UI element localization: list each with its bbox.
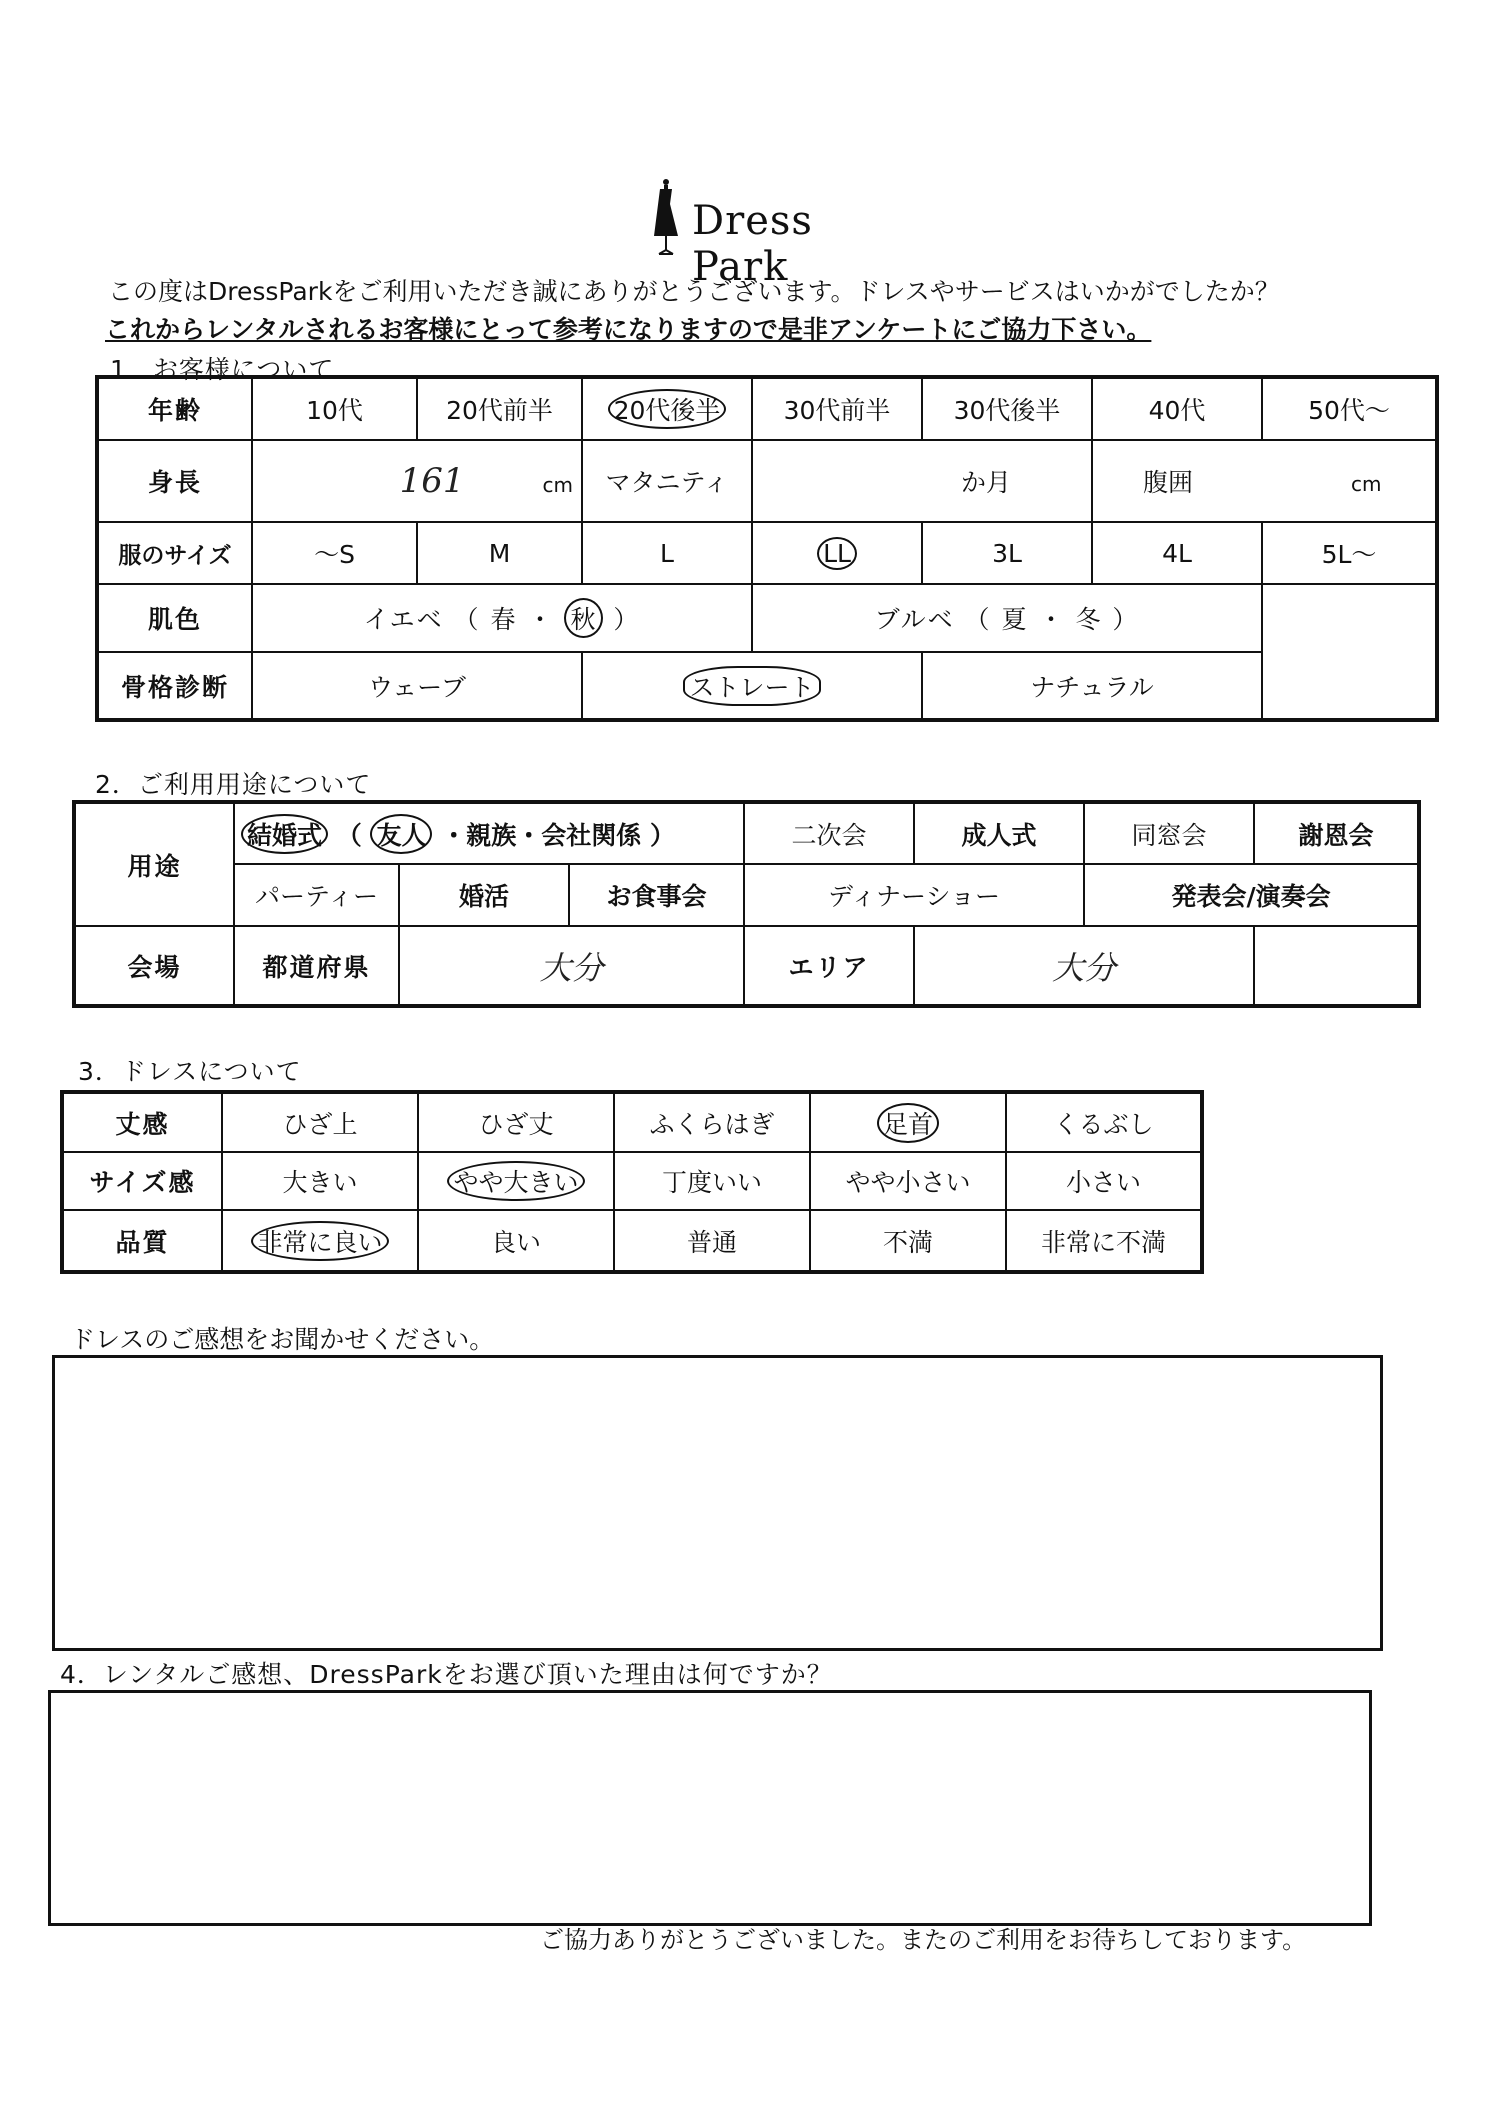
length-option-selected[interactable]: [810, 1092, 1006, 1152]
usage-option[interactable]: ディナーショー: [744, 864, 1084, 926]
blue-base-label: ブルベ: [874, 605, 955, 634]
age-option[interactable]: 20代前半: [417, 377, 582, 440]
waist-unit: cm: [1350, 472, 1382, 496]
quality-option[interactable]: 普通: [614, 1210, 810, 1272]
age-option[interactable]: 30代前半: [752, 377, 922, 440]
wedding-others[interactable]: ・親族・会社関係: [441, 820, 642, 850]
fit-option[interactable]: 小さい: [1006, 1152, 1202, 1210]
months-unit: か月: [960, 468, 1011, 497]
waist-field[interactable]: [1092, 440, 1437, 522]
rental-comment-box[interactable]: [48, 1690, 1372, 1926]
dress-table: [60, 1090, 1204, 1274]
empty-cell: [1262, 584, 1437, 652]
season-winter[interactable]: 冬: [1075, 605, 1103, 634]
empty-cell: [1262, 652, 1437, 720]
area-label: エリア: [744, 926, 914, 1006]
usage-option[interactable]: 成人式: [914, 802, 1084, 864]
length-option[interactable]: ひざ上: [222, 1092, 418, 1152]
dress-comment-box[interactable]: [52, 1355, 1383, 1651]
age-option[interactable]: 40代: [1092, 377, 1262, 440]
skin-blue-base[interactable]: [752, 584, 1262, 652]
usage-option[interactable]: パーティー: [234, 864, 399, 926]
skeleton-option[interactable]: ウェーブ: [252, 652, 582, 720]
season-spring[interactable]: 春: [490, 605, 518, 634]
quality-label: 品質: [62, 1210, 222, 1272]
selection-circle: LL: [817, 537, 857, 570]
usage-option[interactable]: 婚活: [399, 864, 569, 926]
intro-line-1: この度はDressParkをご利用いただき誠にありがとうございます。ドレスやサービスはいかがでしたか？: [108, 277, 1280, 306]
quality-option-selected[interactable]: [222, 1210, 418, 1272]
maternity-months-field[interactable]: [752, 440, 1092, 522]
size-option[interactable]: 4L: [1092, 522, 1262, 584]
size-option[interactable]: 3L: [922, 522, 1092, 584]
age-label: 年齢: [97, 377, 252, 440]
area-field[interactable]: [914, 926, 1254, 1006]
customer-table: [95, 375, 1439, 722]
season-summer[interactable]: 夏: [1001, 605, 1029, 634]
venue-label: 会場: [74, 926, 234, 1006]
prefecture-value: 大分: [539, 948, 604, 987]
fit-option[interactable]: 大きい: [222, 1152, 418, 1210]
paren-open: （: [964, 605, 992, 634]
dress-comment-prompt: ドレスのご感想をお聞かせください。: [70, 1325, 495, 1354]
size-label: 服のサイズ: [97, 522, 252, 584]
paren-close: ）: [1112, 605, 1140, 634]
size-option-selected[interactable]: [752, 522, 922, 584]
dress-icon: [650, 178, 682, 258]
usage-option[interactable]: 同窓会: [1084, 802, 1254, 864]
usage-option[interactable]: お食事会: [569, 864, 744, 926]
length-option[interactable]: ひざ丈: [418, 1092, 614, 1152]
height-field[interactable]: [252, 440, 582, 522]
section-1-title: 1．お客様について: [110, 355, 335, 384]
prefecture-label: 都道府県: [234, 926, 399, 1006]
usage-wedding[interactable]: [234, 802, 744, 864]
length-label: 丈感: [62, 1092, 222, 1152]
skin-label: 肌色: [97, 584, 252, 652]
height-value: 161: [399, 461, 465, 501]
age-option[interactable]: 50代～: [1262, 377, 1437, 440]
waist-label: 腹囲: [1143, 468, 1194, 497]
area-value: 大分: [1052, 948, 1117, 987]
paren-open: （: [336, 820, 362, 850]
season-autumn-selected[interactable]: 秋: [564, 598, 603, 638]
maternity-label: マタニティ: [582, 440, 752, 522]
size-option[interactable]: 5L～: [1262, 522, 1437, 584]
wedding-selected[interactable]: 結婚式: [241, 814, 328, 854]
age-option[interactable]: 10代: [252, 377, 417, 440]
age-option[interactable]: 30代後半: [922, 377, 1092, 440]
length-option[interactable]: ふくらはぎ: [614, 1092, 810, 1152]
section-2-title: 2．ご利用用途について: [95, 770, 372, 799]
paren-close: ）: [649, 820, 675, 850]
size-option[interactable]: ～S: [252, 522, 417, 584]
skeleton-option-selected[interactable]: [582, 652, 922, 720]
usage-table: [72, 800, 1421, 1008]
fit-label: サイズ感: [62, 1152, 222, 1210]
selection-circle: ストレート: [683, 666, 820, 706]
skeleton-option[interactable]: ナチュラル: [922, 652, 1262, 720]
usage-option[interactable]: 発表会/演奏会: [1084, 864, 1419, 926]
empty-cell: [1254, 926, 1419, 1006]
quality-option[interactable]: 不満: [810, 1210, 1006, 1272]
paren-close: ）: [613, 605, 641, 634]
selection-circle: 非常に良い: [251, 1221, 388, 1261]
age-option-selected[interactable]: [582, 377, 752, 440]
height-label: 身長: [97, 440, 252, 522]
separator-dot: ・: [1038, 605, 1066, 634]
friend-selected[interactable]: 友人: [370, 814, 432, 854]
selection-circle: 足首: [877, 1103, 939, 1143]
selection-circle: 20代後半: [608, 389, 727, 429]
yellow-base-label: イエベ: [363, 605, 444, 634]
prefecture-field[interactable]: [399, 926, 744, 1006]
intro-line-2: これからレンタルされるお客様にとって参考になりますので是非アンケートにご協力下さい。: [105, 315, 1152, 344]
usage-option[interactable]: 二次会: [744, 802, 914, 864]
quality-option[interactable]: 良い: [418, 1210, 614, 1272]
usage-option[interactable]: 謝恩会: [1254, 802, 1419, 864]
skin-yellow-base[interactable]: [252, 584, 752, 652]
paren-open: （: [453, 605, 481, 634]
section-4-title: 4．レンタルご感想、DressParkをお選び頂いた理由は何ですか？: [60, 1660, 833, 1689]
selection-circle: やや大きい: [447, 1161, 584, 1201]
height-unit: cm: [542, 473, 573, 497]
skeleton-label: 骨格診断: [97, 652, 252, 720]
size-option[interactable]: M: [417, 522, 582, 584]
separator-dot: ・: [527, 605, 555, 634]
fit-option-selected[interactable]: [418, 1152, 614, 1210]
footer-thanks: ご協力ありがとうございました。またのご利用をお待ちしております。: [540, 1926, 1307, 1954]
quality-option[interactable]: 非常に不満: [1006, 1210, 1202, 1272]
logo-text: Dress Park: [692, 198, 813, 290]
fit-option[interactable]: やや小さい: [810, 1152, 1006, 1210]
logo: [650, 178, 910, 290]
size-option[interactable]: L: [582, 522, 752, 584]
fit-option[interactable]: 丁度いい: [614, 1152, 810, 1210]
usage-label: 用途: [74, 802, 234, 926]
section-3-title: 3．ドレスについて: [78, 1057, 302, 1086]
length-option[interactable]: くるぶし: [1006, 1092, 1202, 1152]
